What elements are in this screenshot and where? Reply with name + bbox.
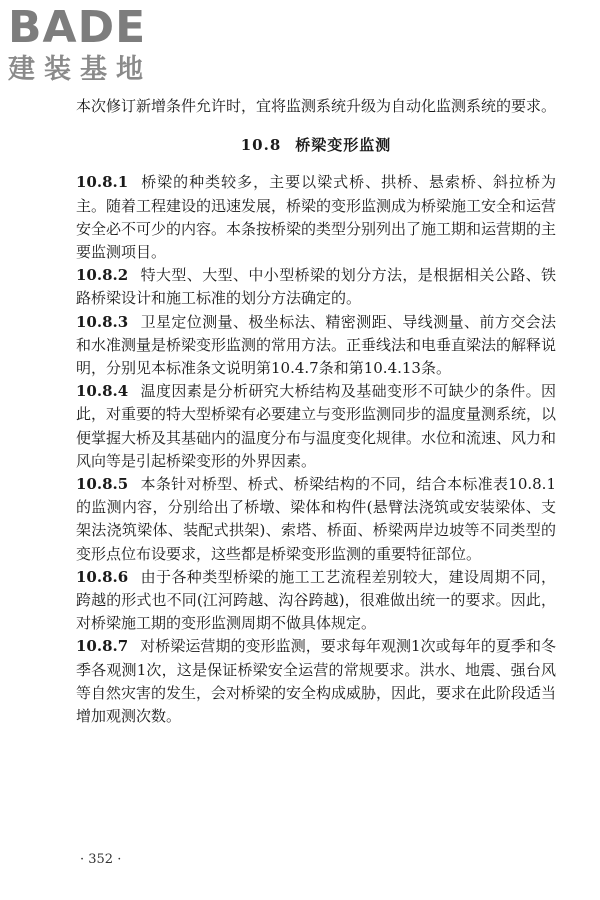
- clause-text: 特大型、大型、中小型桥梁的划分方法，是根据相关公路、铁路桥梁设计和施工标准的划分方法确定的。: [76, 266, 556, 308]
- clause-number: 10.8.6: [76, 567, 129, 586]
- clause-number: 10.8.5: [76, 475, 129, 494]
- clause-paragraph: [76, 380, 556, 473]
- clause-paragraph: [76, 264, 556, 310]
- clause-number: 10.8.3: [76, 312, 129, 331]
- logo-subtitle: 建装基地: [8, 54, 152, 85]
- section-title: 桥梁变形监测: [295, 136, 392, 155]
- clause-number: 10.8.4: [76, 382, 129, 401]
- clause-paragraph: [76, 566, 556, 636]
- intro-paragraph: 本次修订新增条件允许时，宜将监测系统升级为自动化监测系统的要求。: [76, 97, 557, 115]
- bade-logo: [8, 2, 178, 90]
- clause-text: 卫星定位测量、极坐标法、精密测距、导线测量、前方交会法和水准测量是桥梁变形监测的常用方法。正垂线法和电垂直梁法的解释说明，分别见本标准条文说明第10.4.7条和第10.4.13条。: [76, 312, 557, 378]
- clause-text: 对桥梁运营期的变形监测，要求每年观测1次或每年的夏季和冬季各观测1次，这是保证桥梁安全运营的常规要求。洪水、地震、强台风等自然灾害的发生，会对桥梁的安全构成威胁，因此，要求在此阶段适当增加观测次数。: [76, 637, 557, 726]
- clause-text: 由于各种类型桥梁的施工工艺流程差别较大，建设周期不同，跨越的形式也不同(江河跨越、沟谷跨越)，很难做出统一的要求。因此，对桥梁施工期的变形监测周期不做具体规定。: [76, 567, 556, 633]
- section-heading: [76, 134, 556, 157]
- clause-text: 桥梁的种类较多，主要以梁式桥、拱桥、悬索桥、斜拉桥为主。随着工程建设的迅速发展，桥梁的变形监测成为桥梁施工安全和运营安全必不可少的内容。本条按桥梁的类型分别列出了施工期和运营期的主要监测项目。: [76, 173, 557, 262]
- page-number: · 352 ·: [80, 852, 122, 867]
- clause-paragraph: [76, 311, 556, 381]
- logo-wordmark: BADE: [8, 2, 147, 53]
- section-number: 10.8: [240, 136, 282, 155]
- page-body: [76, 95, 556, 728]
- clause-number: 10.8.2: [76, 266, 129, 285]
- clause-paragraph: [76, 171, 556, 264]
- clause-number: 10.8.1: [76, 173, 129, 192]
- clause-text: 本条针对桥型、桥式、桥梁结构的不同，结合本标准表10.8.1的监测内容，分别给出了桥墩、梁体和构件(悬臂法浇筑或安装梁体、支架法浇筑梁体、装配式拱架)、索塔、桥面、桥梁两岸边坡等不同类型的变形点位布设要求，这些都是桥梁变形监测的重要特征部位。: [76, 475, 556, 563]
- clause-paragraph: [76, 473, 556, 566]
- clause-text: 温度因素是分析研究大桥结构及基础变形不可缺少的条件。因此，对重要的特大型桥梁有必要建立与变形监测同步的温度量测系统，以便掌握大桥及其基础内的温度分布与温度变化规律。水位和流速、风力和风向等是引起桥梁变形的外界因素。: [76, 382, 557, 470]
- clause-number: 10.8.7: [76, 637, 129, 656]
- clause-paragraph: [76, 635, 556, 728]
